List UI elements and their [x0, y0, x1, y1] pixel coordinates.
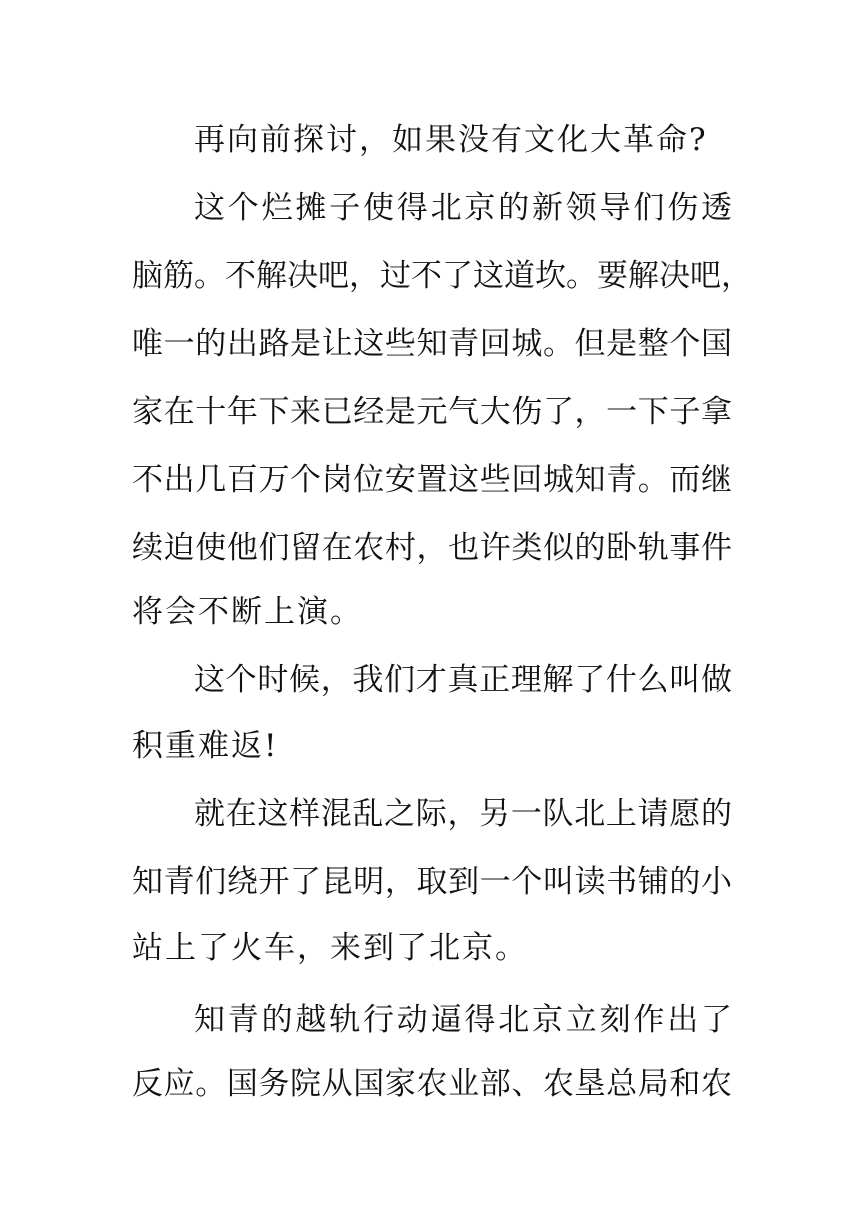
text-line: 续迫使他们留在农村，也许类似的卧轨事件 — [132, 530, 732, 566]
text-line: 就在这样混乱之际，另一队北上请愿的 — [194, 796, 732, 832]
text-line: 唯一的出路是让这些知青回城。但是整个国 — [132, 326, 732, 362]
text-line: 反应。国务院从国家农业部、农垦总局和农 — [132, 1066, 732, 1102]
text-line: 知青们绕开了昆明，取到一个叫读书铺的小 — [132, 864, 732, 900]
text-line: 将会不断上演。 — [132, 594, 363, 630]
text-line: 这个烂摊子使得北京的新领导们伤透 — [194, 190, 732, 226]
text-line: 家在十年下来已经是元气大伤了，一下子拿 — [132, 394, 732, 430]
text-line: 脑筋。不解决吧，过不了这道坎。要解决吧， — [132, 258, 752, 294]
text-line: 这个时候，我们才真正理解了什么叫做 — [194, 662, 732, 698]
text-line: 积重难返! — [132, 728, 279, 764]
text-line: 站上了火车，来到了北京。 — [132, 930, 528, 966]
text-line: 知青的越轨行动逼得北京立刻作出了 — [194, 1002, 732, 1038]
text-line: 不出几百万个岗位安置这些回城知青。而继 — [132, 462, 732, 498]
text-line: 再向前探讨，如果没有文化大革命? — [194, 122, 708, 158]
